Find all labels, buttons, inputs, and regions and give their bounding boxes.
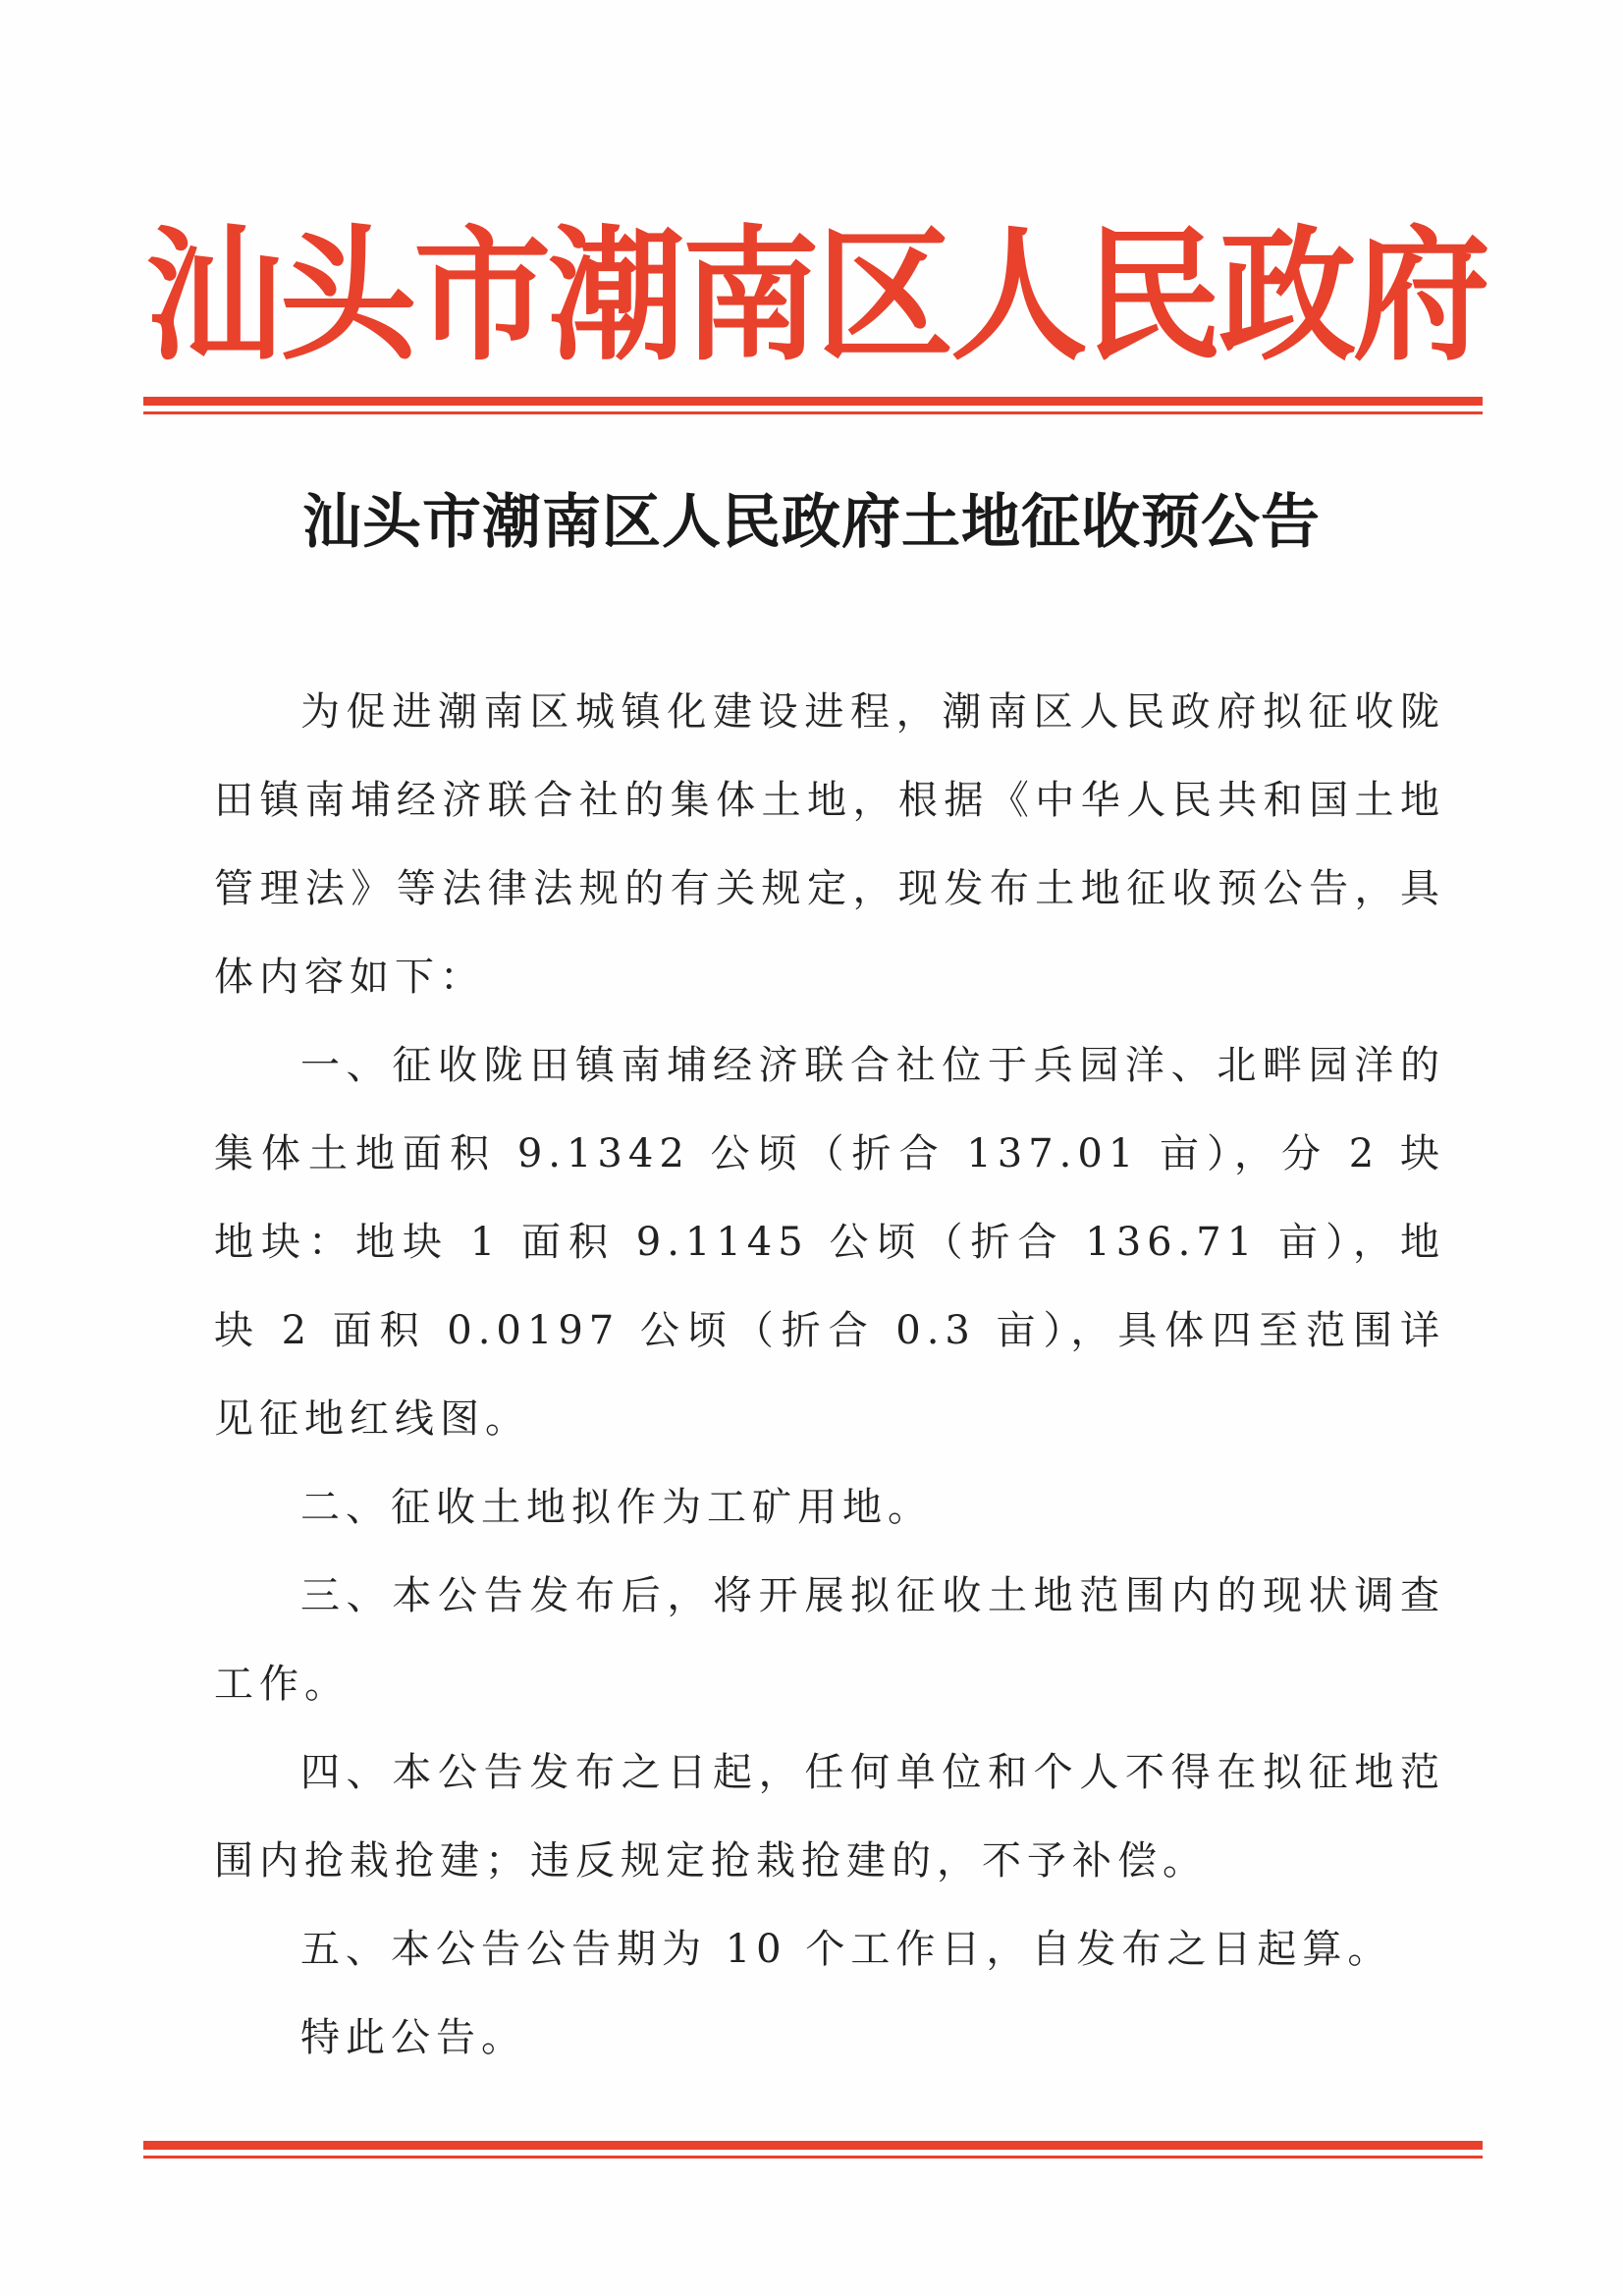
body-paragraph-closing: 特此公告。 xyxy=(300,2015,526,2060)
body-paragraph-item-1: 一、征收陇田镇南埔经济联合社位于兵园洋、北畔园洋的集体土地面积 9.1342 公顷（折合 137.01 亩），分 2 块地块：地块 1 面积 9.1145 公顷（折合 136.71 亩），地块 2 面积 0.0197 公顷（折合 0.3 亩），具体四至范围详见征地红线图。 xyxy=(214,1043,1445,1442)
header-red-divider xyxy=(143,397,1483,414)
divider-thin-line xyxy=(143,411,1483,414)
masthead-char: 区 xyxy=(816,212,954,382)
body-paragraph-item-5: 五、本公告公告期为 10 个工作日，自发布之日起算。 xyxy=(300,1927,1393,1972)
masthead-org-name xyxy=(145,204,1490,391)
masthead-char: 南 xyxy=(681,212,820,382)
masthead-char: 府 xyxy=(1352,212,1490,382)
masthead-char: 汕 xyxy=(145,212,284,382)
document-title: 汕头市潮南区人民政府土地征收预公告 xyxy=(302,488,1321,557)
masthead-char: 市 xyxy=(413,212,552,382)
masthead-char: 头 xyxy=(279,212,417,382)
masthead-char: 民 xyxy=(1084,212,1222,382)
masthead-char: 人 xyxy=(949,212,1088,382)
document-body xyxy=(214,668,1445,2082)
masthead-char: 潮 xyxy=(547,212,685,382)
masthead-char: 政 xyxy=(1218,212,1357,382)
footer-red-divider xyxy=(143,2141,1483,2159)
divider-thick-line xyxy=(143,397,1483,406)
body-paragraph-item-2: 二、征收土地拟作为工矿用地。 xyxy=(300,1485,933,1530)
divider-thin-line xyxy=(143,2156,1483,2159)
body-paragraph-item-4: 四、本公告发布之日起，任何单位和个人不得在拟征地范围内抢栽抢建；违反规定抢栽抢建的，不予补偿。 xyxy=(214,1750,1445,1884)
divider-thick-line xyxy=(143,2141,1483,2150)
body-paragraph-item-3: 三、本公告发布后，将开展拟征收土地范围内的现状调查工作。 xyxy=(214,1573,1445,1707)
body-paragraph-intro: 为促进潮南区城镇化建设进程，潮南区人民政府拟征收陇田镇南埔经济联合社的集体土地，根据《中华人民共和国土地管理法》等法律法规的有关规定，现发布土地征收预公告，具体内容如下： xyxy=(214,689,1445,1000)
